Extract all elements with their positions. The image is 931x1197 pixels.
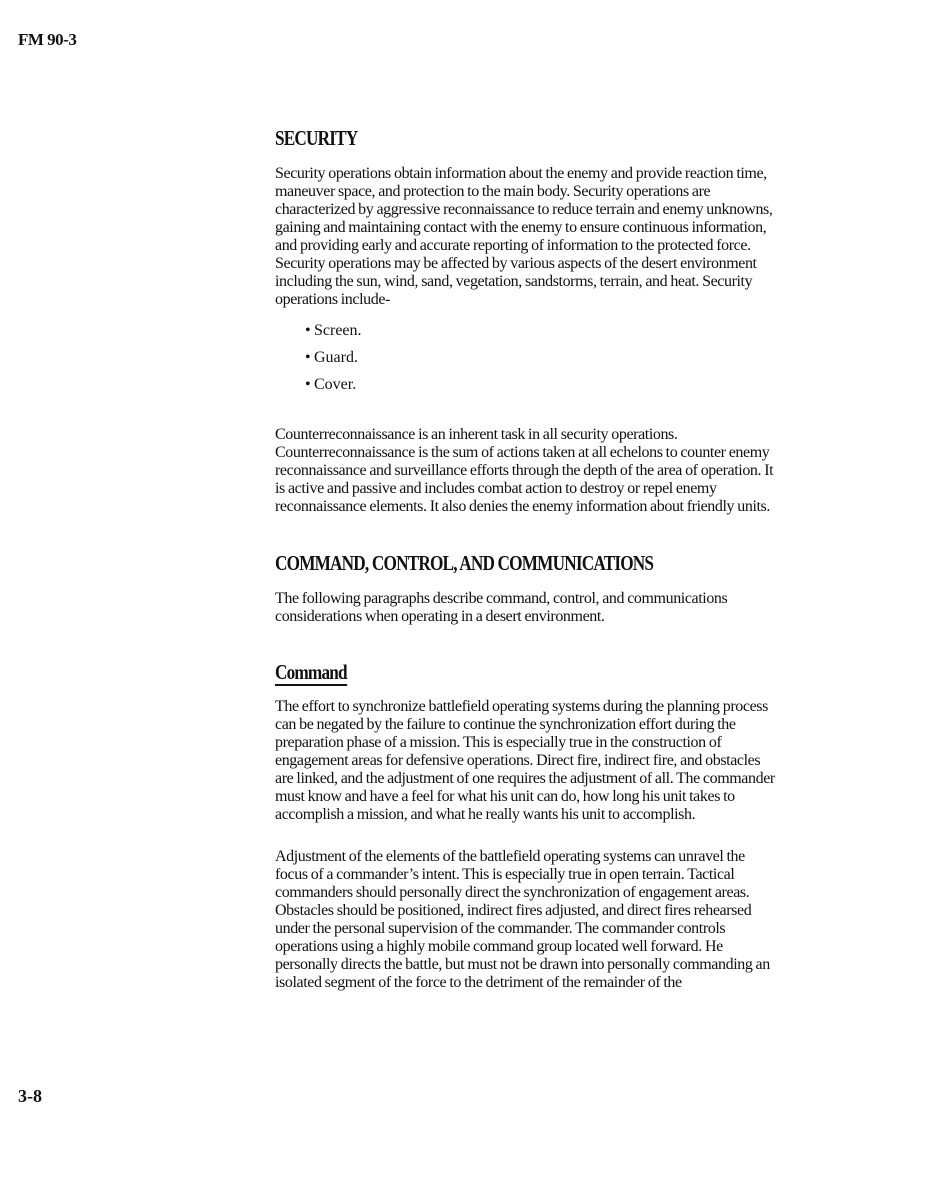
- command-paragraph-1: The effort to synchronize battlefield operating systems during the planning process can be negated by the failure to continue the synchronization effort during the preparation phase of a mission. This is especially true in the construction of engagement areas for defensive operations. Direct fire, indirect fire, and obstacles are linked, and the adjustment of one requires the adjustment of all. The commander must know and have a feel for what his unit can do, how long his unit takes to accomplish a mission, and what he really wants his unit to accomplish.: [275, 698, 775, 823]
- page-content: [275, 125, 780, 992]
- page-number: 3-8: [18, 1086, 42, 1106]
- command-heading: Command: [275, 660, 347, 684]
- security-paragraph-1: Security operations obtain information about the enemy and provide reaction time, maneuver space, and protection to the main body. Security operations are characterized by aggressive reconnaissance to reduce terrain and enemy unknowns, gaining and maintaining contact with the enemy to ensure continuous information, and providing early and accurate reporting of information to the protected force. Security operations may be affected by various aspects of the desert environment including the sun, wind, sand, vegetation, sandstorms, terrain, and heat. Security operations include-: [275, 165, 773, 308]
- c3-intro-paragraph: The following paragraphs describe command, control, and communications considerations when operating in a desert environment.: [275, 590, 728, 625]
- security-operations-list: [305, 317, 780, 398]
- list-item: • Guard.: [305, 349, 358, 366]
- security-heading: SECURITY: [275, 126, 358, 150]
- list-item-text: Cover.: [314, 376, 357, 393]
- list-item: • Screen.: [305, 322, 362, 339]
- counterreconnaissance-paragraph: Counterreconnaissance is an inherent task in all security operations. Counterreconnaissance is the sum of actions taken at all echelons to counter enemy reconnaissance and surveillance efforts through the depth of the area of operation. It is active and passive and includes combat action to destroy or repel enemy reconnaissance elements. It also denies the enemy information about friendly units.: [275, 426, 774, 515]
- list-item-text: Screen.: [314, 322, 362, 339]
- document-id-header: FM 90-3: [18, 30, 77, 49]
- c3-heading: COMMAND, CONTROL, AND COMMUNICATIONS: [275, 551, 654, 575]
- command-paragraph-2: Adjustment of the elements of the battlefield operating systems can unravel the focus of a commander’s intent. This is especially true in open terrain. Tactical commanders should personally direct the synchronization of engagement areas. Obstacles should be positioned, indirect fires adjusted, and direct fires rehearsed under the personal supervision of the commander. The commander controls operations using a highly mobile command group located well forward. He personally directs the battle, but must not be drawn into personally commanding an isolated segment of the force to the detriment of the remainder of the: [275, 848, 770, 991]
- list-item-text: Guard.: [314, 349, 358, 366]
- list-item: • Cover.: [305, 376, 357, 393]
